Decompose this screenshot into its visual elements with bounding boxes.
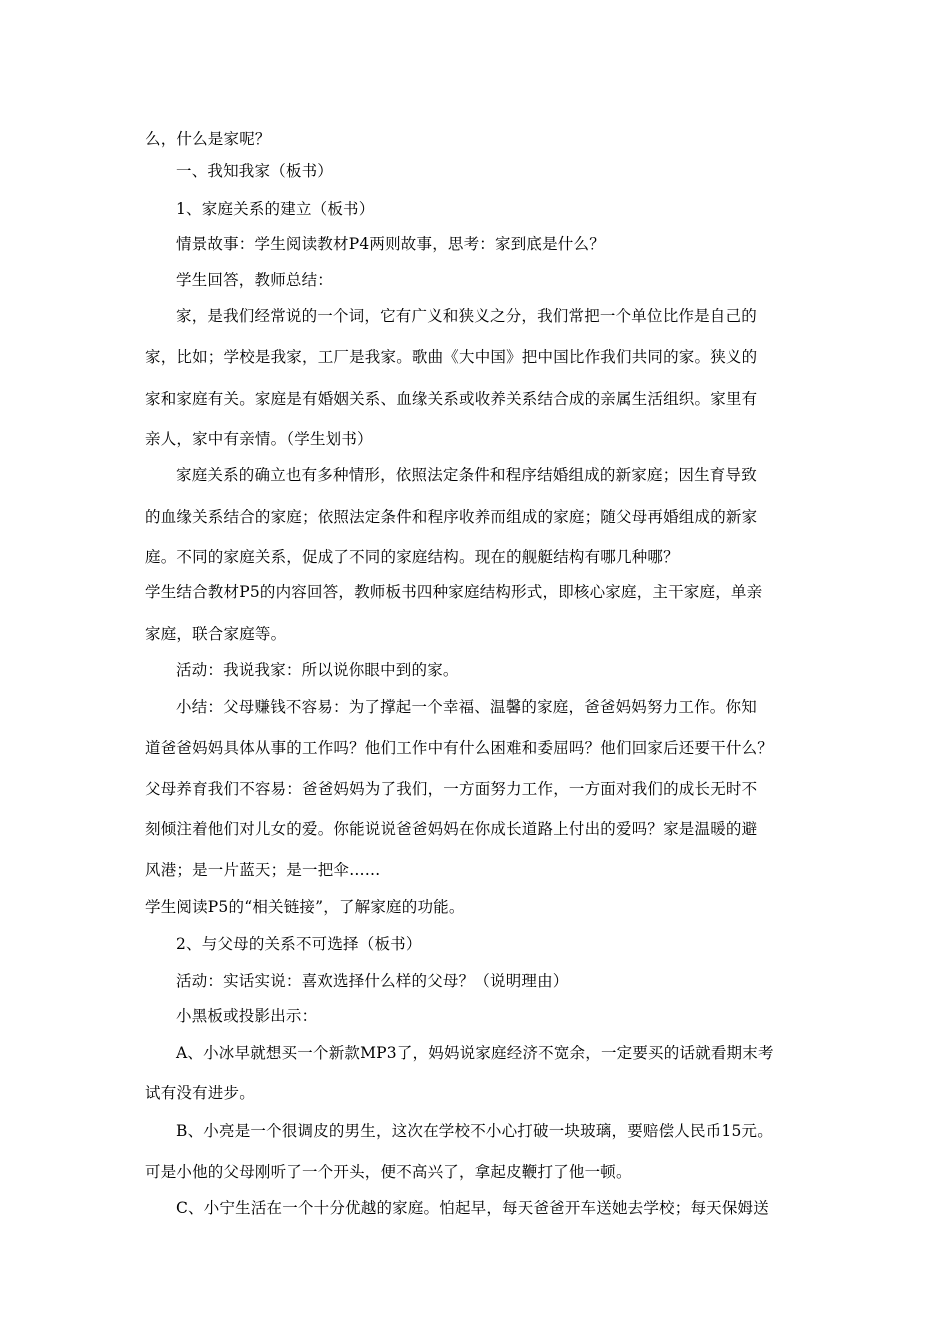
- section-heading: 一、我知我家（板书）: [176, 162, 334, 180]
- text-line: A、小冰早就想买一个新款MP3了，妈妈说家庭经济不宽余，一定要买的话就看期末考: [176, 1044, 774, 1062]
- text-line: 家和家庭有关。家庭是有婚姻关系、血缘关系或收养关系结合成的亲属生活组织。家里有: [145, 390, 758, 408]
- text-line: 学生回答，教师总结：: [176, 271, 334, 289]
- text-line: 道爸爸妈妈具体从事的工作吗？他们工作中有什么困难和委屈吗？他们回家后还要干什么？: [145, 739, 774, 757]
- text-line: 试有没有进步。: [145, 1084, 255, 1102]
- text-line: 小黑板或投影出示：: [176, 1007, 318, 1025]
- text-line: 活动：实话实说：喜欢选择什么样的父母？（说明理由）: [176, 972, 569, 990]
- text-line: 学生阅读P5的“相关链接”，了解家庭的功能。: [145, 898, 465, 916]
- text-line: B、小亮是一个很调皮的男生，这次在学校不小心打破一块玻璃，要赔偿人民币15元。: [176, 1122, 773, 1140]
- text-line: 可是小他的父母刚听了一个开头，便不高兴了，拿起皮鞭打了他一顿。: [145, 1163, 632, 1181]
- text-line: 家，比如；学校是我家，工厂是我家。歌曲《大中国》把中国比作我们共同的家。狭义的: [145, 348, 758, 366]
- text-line: 家庭，联合家庭等。: [145, 625, 287, 643]
- subsection-heading: 2、与父母的关系不可选择（板书）: [176, 935, 422, 953]
- text-line: 情景故事：学生阅读教材P4两则故事，思考：家到底是什么？: [176, 235, 605, 253]
- subsection-heading: 1、家庭关系的建立（板书）: [176, 200, 375, 218]
- text-line: 风港；是一片蓝天；是一把伞……: [145, 861, 381, 879]
- text-line: 小结：父母赚钱不容易：为了撑起一个幸福、温馨的家庭，爸爸妈妈努力工作。你知: [176, 698, 757, 716]
- text-line: 么，什么是家呢？: [145, 130, 271, 148]
- text-line: 庭。不同的家庭关系，促成了不同的家庭结构。现在的舰艇结构有哪几种哪？: [145, 548, 679, 566]
- text-line: 家，是我们经常说的一个词，它有广义和狭义之分，我们常把一个单位比作是自己的: [176, 307, 757, 325]
- text-line: 父母养育我们不容易：爸爸妈妈为了我们，一方面努力工作，一方面对我们的成长无时不: [145, 780, 758, 798]
- text-line: 的血缘关系结合的家庭；依照法定条件和程序收养而组成的家庭；随父母再婚组成的新家: [145, 508, 758, 526]
- text-line: C、小宁生活在一个十分优越的家庭。怕起早，每天爸爸开车送她去学校；每天保姆送: [176, 1199, 769, 1217]
- text-line: 刻倾注着他们对儿女的爱。你能说说爸爸妈妈在你成长道路上付出的爱吗？家是温暖的避: [145, 820, 758, 838]
- text-line: 亲人，家中有亲情。（学生划书）: [145, 430, 373, 448]
- text-line: 学生结合教材P5的内容回答，教师板书四种家庭结构形式，即核心家庭，主干家庭，单亲: [145, 583, 763, 601]
- text-line: 活动：我说我家：所以说你眼中到的家。: [176, 661, 459, 679]
- text-line: 家庭关系的确立也有多种情形，依照法定条件和程序结婚组成的新家庭；因生育导致: [176, 466, 757, 484]
